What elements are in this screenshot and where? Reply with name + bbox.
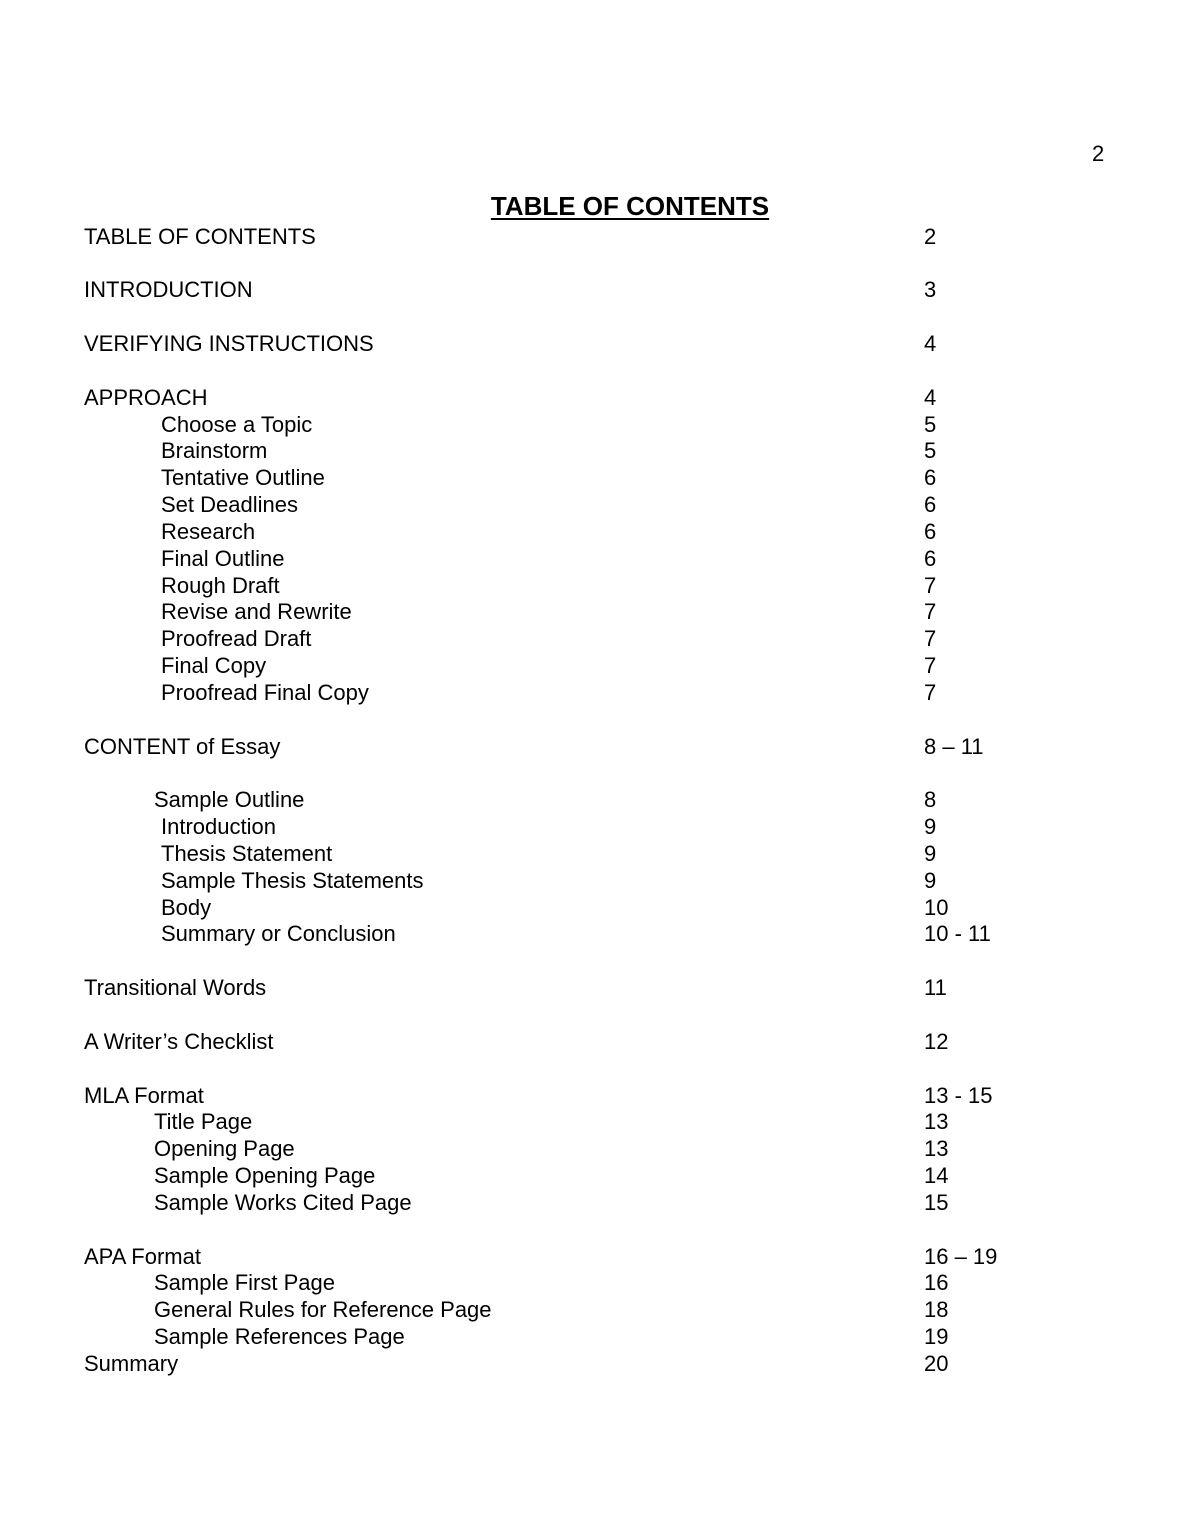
toc-entry-page: 13 — [924, 1136, 949, 1161]
toc-entry-page: 7 — [924, 626, 937, 651]
toc-entry — [0, 1028, 1190, 1055]
toc-entry-label: Final Outline — [161, 546, 285, 571]
toc-entry-page: 19 — [924, 1324, 949, 1349]
toc-entry-page: 3 — [924, 277, 937, 302]
toc-entry — [0, 330, 1190, 357]
toc-entry — [0, 437, 1190, 464]
toc-entry — [0, 894, 1190, 921]
toc-entry — [0, 920, 1190, 947]
toc-title: TABLE OF CONTENTS — [490, 191, 770, 221]
toc-entry-label: Opening Page — [154, 1136, 295, 1161]
toc-entry — [0, 1135, 1190, 1162]
toc-entry — [0, 384, 1190, 411]
toc-entry — [0, 1269, 1190, 1296]
toc-entry-label: Summary — [84, 1351, 179, 1376]
toc-entry-page: 4 — [924, 331, 937, 356]
toc-entry-label: Title Page — [154, 1109, 253, 1134]
toc-entry-label: APPROACH — [84, 385, 208, 410]
toc-entry-page: 16 — [924, 1270, 949, 1295]
toc-entry-page: 9 — [924, 814, 937, 839]
toc-entry-page: 5 — [924, 438, 937, 463]
toc-entry — [0, 572, 1190, 599]
toc-entry-page: 20 — [924, 1351, 949, 1376]
toc-entry-label: MLA Format — [84, 1083, 204, 1108]
toc-entry-page: 7 — [924, 680, 937, 705]
toc-entry — [0, 1162, 1190, 1189]
toc-entry — [0, 974, 1190, 1001]
toc-entry-label: Revise and Rewrite — [161, 599, 352, 624]
toc-entry-page: 14 — [924, 1163, 949, 1188]
toc-entry — [0, 223, 1190, 250]
toc-entry-label: A Writer’s Checklist — [84, 1029, 274, 1054]
toc-entry-page: 10 — [924, 895, 949, 920]
toc-entry-page: 15 — [924, 1190, 949, 1215]
toc-entry-label: Choose a Topic — [161, 412, 313, 437]
toc-entry-label: Proofread Draft — [161, 626, 312, 651]
toc-entry — [0, 1082, 1190, 1109]
toc-entry — [0, 786, 1190, 813]
toc-entry — [0, 411, 1190, 438]
toc-entry — [0, 840, 1190, 867]
toc-entry-page: 9 — [924, 868, 937, 893]
toc-entry — [0, 464, 1190, 491]
page-number: 2 — [1092, 141, 1105, 166]
toc-entry-label: Tentative Outline — [161, 465, 325, 490]
toc-entry-page: 7 — [924, 573, 937, 598]
toc-entry-page: 6 — [924, 492, 937, 517]
toc-entry — [0, 518, 1190, 545]
toc-entry — [0, 733, 1190, 760]
toc-entry-label: Transitional Words — [84, 975, 267, 1000]
toc-entry-label: Thesis Statement — [161, 841, 333, 866]
toc-entry-label: Sample References Page — [154, 1324, 405, 1349]
toc-entry-label: Brainstorm — [161, 438, 268, 463]
toc-entry — [0, 491, 1190, 518]
toc-entry-page: 13 - 15 — [924, 1083, 993, 1108]
toc-entry-label: Final Copy — [161, 653, 267, 678]
toc-entry — [0, 1243, 1190, 1270]
toc-entry-label: CONTENT of Essay — [84, 734, 281, 759]
toc-entry-page: 8 — [924, 787, 937, 812]
toc-entry — [0, 867, 1190, 894]
toc-entry-page: 16 – 19 — [924, 1244, 998, 1269]
toc-entry-label: Set Deadlines — [161, 492, 298, 517]
toc-entry-label: VERIFYING INSTRUCTIONS — [84, 331, 374, 356]
toc-entry-page: 7 — [924, 599, 937, 624]
toc-entry-label: Body — [161, 895, 212, 920]
toc-entry-label: Sample Thesis Statements — [161, 868, 424, 893]
toc-entry-label: Summary or Conclusion — [161, 921, 396, 946]
toc-entry — [0, 545, 1190, 572]
toc-entry — [0, 652, 1190, 679]
toc-entry-page: 9 — [924, 841, 937, 866]
toc-entry-page: 6 — [924, 465, 937, 490]
toc-entry-page: 18 — [924, 1297, 949, 1322]
toc-entry-page: 8 – 11 — [924, 734, 984, 759]
toc-entry-label: Sample Works Cited Page — [154, 1190, 412, 1215]
toc-entry-page: 6 — [924, 546, 937, 571]
toc-entry-label: Sample Outline — [154, 787, 305, 812]
toc-entry-label: TABLE OF CONTENTS — [84, 224, 316, 249]
toc-entry — [0, 1189, 1190, 1216]
toc-entry-page: 13 — [924, 1109, 949, 1134]
toc-entry-label: INTRODUCTION — [84, 277, 253, 302]
toc-entry-page: 11 — [924, 975, 947, 1000]
toc-entry — [0, 276, 1190, 303]
toc-entry-label: General Rules for Reference Page — [154, 1297, 492, 1322]
toc-entry-label: Rough Draft — [161, 573, 280, 598]
toc-entry-page: 10 - 11 — [924, 921, 991, 946]
toc-entry-page: 5 — [924, 412, 937, 437]
toc-entry — [0, 813, 1190, 840]
toc-entry-page: 2 — [924, 224, 937, 249]
toc-entry — [0, 625, 1190, 652]
toc-entry — [0, 679, 1190, 706]
toc-entry-label: Sample First Page — [154, 1270, 335, 1295]
toc-entry-page: 12 — [924, 1029, 949, 1054]
toc-entry — [0, 1323, 1190, 1350]
toc-entry-label: Sample Opening Page — [154, 1163, 376, 1188]
toc-entry-label: Proofread Final Copy — [161, 680, 369, 705]
toc-entry — [0, 1350, 1190, 1377]
toc-entry-page: 7 — [924, 653, 937, 678]
toc-entry-label: APA Format — [84, 1244, 201, 1269]
toc-entry-label: Research — [161, 519, 256, 544]
toc-entry — [0, 1108, 1190, 1135]
toc-entry-page: 4 — [924, 385, 937, 410]
toc-entry-page: 6 — [924, 519, 937, 544]
toc-entry — [0, 598, 1190, 625]
toc-entry — [0, 1296, 1190, 1323]
toc-entry-label: Introduction — [161, 814, 276, 839]
